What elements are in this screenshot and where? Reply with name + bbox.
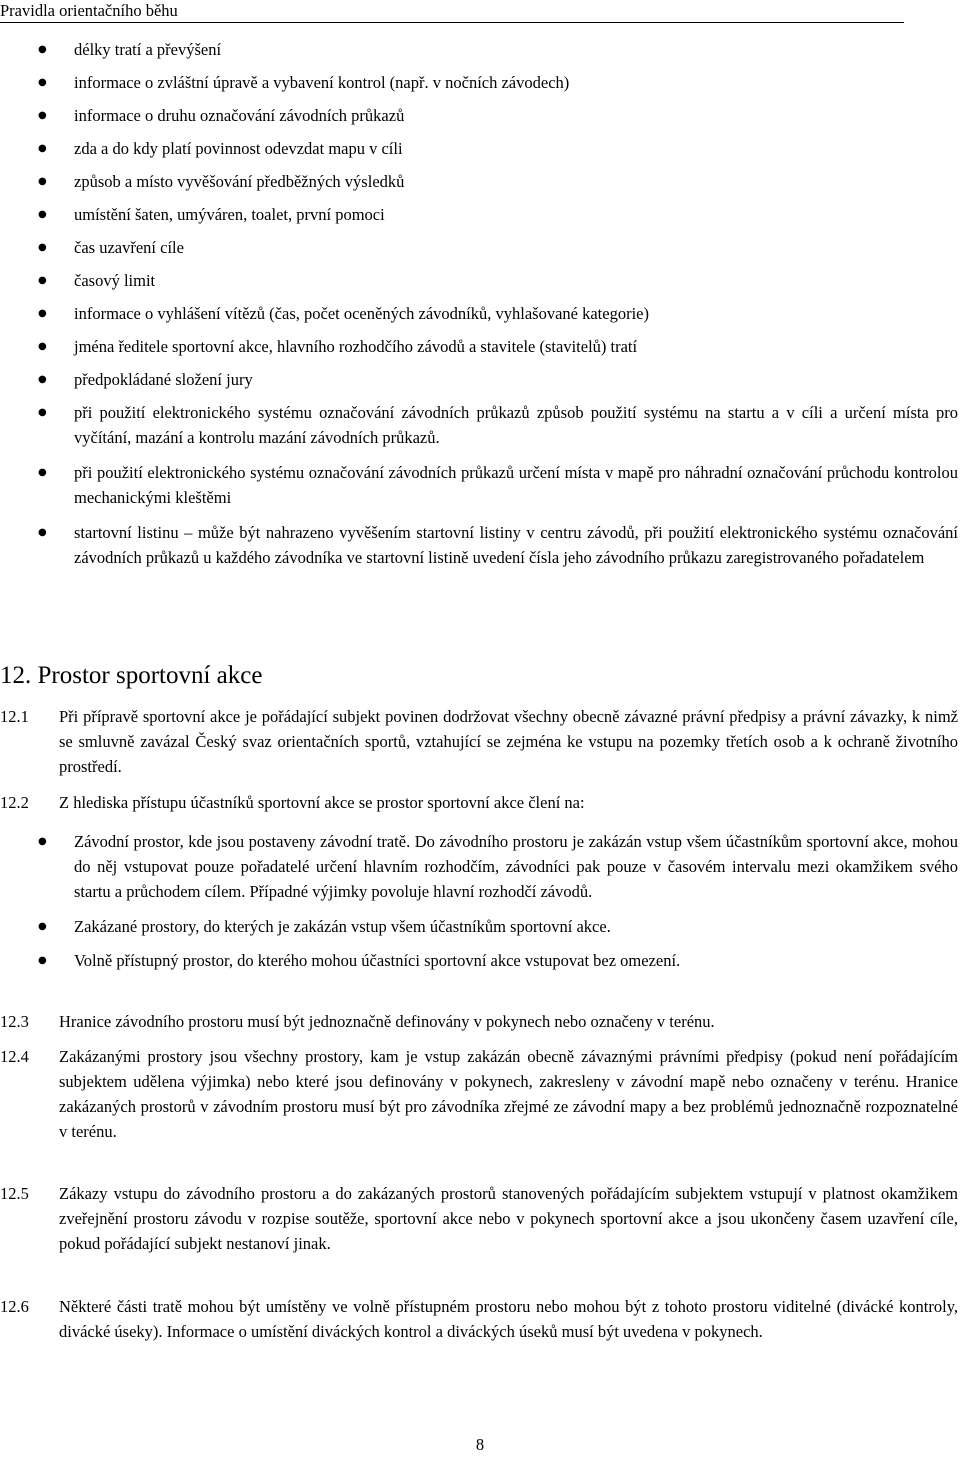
paragraph-number: 12.4 — [0, 1047, 29, 1066]
paragraph-text: Zákazy vstupu do závodního prostoru a do zakázaných prostorů stanovených pořádajícím subjektem vstupují v platnost okamžikem zveřejnění prostoru závodu v rozpise soutěže, sportovní akce nebo v pokynech sportovní akce a jsou ukončeny časem uzavření cíle, pokud pořádající subjekt nestanoví jinak. — [59, 1184, 958, 1253]
list-item: ● informace o zvláštní úpravě a vybavení kontrol (např. v nočních závodech) — [0, 70, 958, 95]
paragraph-text: Při přípravě sportovní akce je pořádající subjekt povinen dodržovat všechny obecně závazné právní předpisy a právní závazky, k nimž se smluvně zavázal Český svaz orientačních sportů, vztahující se zejména ke vstupu na pozemky třetích osob a k ochraně životního prostředí. — [59, 707, 958, 776]
paragraph-text: Zakázanými prostory jsou všechny prostory, kam je vstup zakázán obecně závaznými právními předpisy (pokud není pořádajícím subjektem udělena výjimka) nebo které jsou definovány v pokynech, zakresleny v závodní mapě nebo označeny v terénu. Hranice zakázaných prostorů v závodním prostoru musí být pro závodníka zřejmé ze závodní mapy a bez problémů jednoznačně rozpoznatelné v terénu. — [59, 1047, 958, 1141]
list-item: ● předpokládané složení jury — [0, 367, 958, 392]
section-heading: 12. Prostor sportovní akce — [0, 662, 263, 689]
paragraph-12-4 — [0, 1044, 958, 1144]
list-item: ● Zakázané prostory, do kterých je zakázán vstup všem účastníkům sportovní akce. — [0, 914, 958, 939]
list-item: ● umístění šaten, umýváren, toalet, první pomoci — [0, 202, 958, 227]
paragraph-12-2 — [0, 790, 958, 815]
list-item: ● čas uzavření cíle — [0, 235, 958, 260]
list-item: ● informace o druhu označování závodních průkazů — [0, 103, 958, 128]
area-types-list — [0, 829, 958, 982]
list-item: ● při použití elektronického systému označování závodních průkazů způsob použití systému na startu a v cíli a určení místa pro vyčítání, mazání a kontrolu mazání závodních průkazů. — [0, 400, 958, 450]
paragraph-12-6 — [0, 1294, 958, 1344]
page-number: 8 — [475, 1435, 485, 1454]
paragraph-number: 12.6 — [0, 1297, 29, 1316]
paragraph-number: 12.5 — [0, 1184, 29, 1203]
paragraph-12-3 — [0, 1009, 958, 1034]
requirements-list — [0, 37, 958, 578]
list-item: ● informace o vyhlášení vítězů (čas, počet oceněných závodníků, vyhlašované kategorie) — [0, 301, 958, 326]
paragraph-number: 12.3 — [0, 1012, 29, 1031]
paragraph-text: Některé části tratě mohou být umístěny ve volně přístupném prostoru nebo mohou být z tohoto prostoru viditelné (divácké kontroly, divácké úseky). Informace o umístění diváckých kontrol a diváckých úseků musí být uvedena v pokynech. — [59, 1297, 958, 1341]
list-item: ● způsob a místo vyvěšování předběžných výsledků — [0, 169, 958, 194]
paragraph-12-1 — [0, 704, 958, 779]
page-header: Pravidla orientačního běhu — [0, 0, 904, 23]
list-item: ● Volně přístupný prostor, do kterého mohou účastníci sportovní akce vstupovat bez omezení. — [0, 948, 958, 973]
list-item: ● časový limit — [0, 268, 958, 293]
list-item: ● startovní listinu – může být nahrazeno vyvěšením startovní listiny v centru závodů, při použití elektronického systému označování závodních průkazů u každého závodníka ve startovní listině uvedení čísla jeho závodního průkazu zaregistrovaného pořadatelem — [0, 520, 958, 570]
list-item: ● délky tratí a převýšení — [0, 37, 958, 62]
list-item: ● zda a do kdy platí povinnost odevzdat mapu v cíli — [0, 136, 958, 161]
paragraph-number: 12.2 — [0, 793, 29, 812]
paragraph-12-5 — [0, 1181, 958, 1256]
paragraph-text: Z hlediska přístupu účastníků sportovní akce se prostor sportovní akce člení na: — [59, 793, 585, 812]
list-item: ● jména ředitele sportovní akce, hlavního rozhodčího závodů a stavitele (stavitelů) tratí — [0, 334, 958, 359]
list-item: ● Závodní prostor, kde jsou postaveny závodní tratě. Do závodního prostoru je zakázán vstup všem účastníkům sportovní akce, mohou do něj vstupovat pouze pořadatelé určení hlavním rozhodčím, závodníci pak pouze v časovém intervalu mezi okamžikem svého startu a průchodem cílem. Případné výjimky povoluje hlavní rozhodčí závodů. — [0, 829, 958, 904]
paragraph-number: 12.1 — [0, 707, 29, 726]
list-item: ● při použití elektronického systému označování závodních průkazů určení místa v mapě pro náhradní označování průchodu kontrolou mechanickými kleštěmi — [0, 460, 958, 510]
paragraph-text: Hranice závodního prostoru musí být jednoznačně definovány v pokynech nebo označeny v terénu. — [59, 1012, 715, 1031]
